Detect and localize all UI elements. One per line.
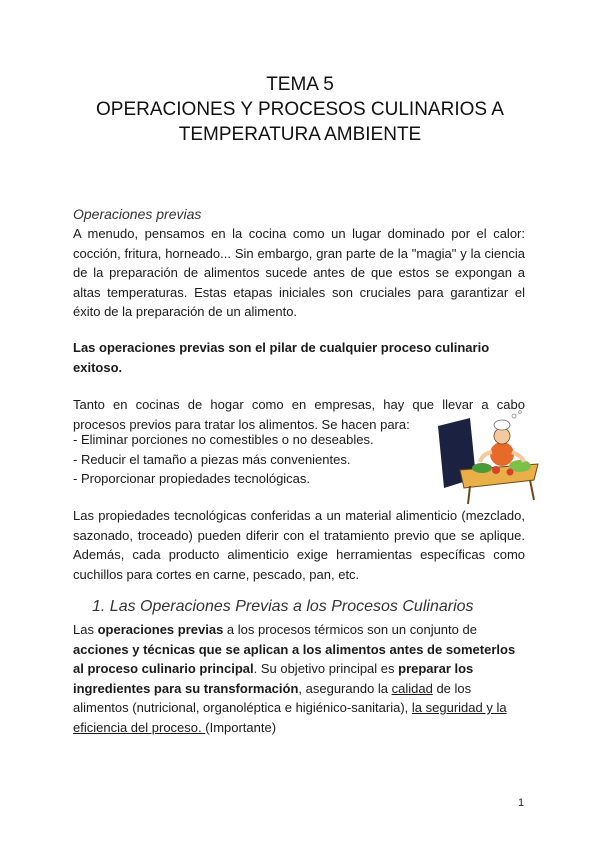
title-line-1: TEMA 5 <box>266 74 334 95</box>
underlined-quality: calidad <box>391 680 433 696</box>
underlined-safety: la seguridad y la eficiencia del proceso. <box>73 700 507 735</box>
list-item: - Eliminar porciones no comestibles o no deseables. <box>73 432 374 447</box>
title-line-2: OPERACIONES Y PROCESOS CULINARIOS A <box>96 99 504 120</box>
list-item: - Reducir el tamaño a piezas más convenientes. <box>73 451 351 467</box>
processes-paragraph: Tanto en cocinas de hogar como en empresas, hay que llevar a cabo procesos previos para tratar los alimentos. Se hacen para: <box>73 397 525 432</box>
page-title <box>40 72 560 147</box>
bold-objective: preparar los ingredientes para su transformación <box>73 661 474 696</box>
section-heading: Operaciones previas <box>73 206 202 222</box>
text-span: Las <box>73 622 98 637</box>
text-span: a los procesos térmicos son un conjunto de <box>223 622 477 637</box>
text-span: , asegurando la <box>298 680 392 696</box>
pillar-statement: Las operaciones previas son el pilar de cualquier proceso culinario exitoso. <box>73 340 490 375</box>
chef-cooking-illustration <box>430 408 542 504</box>
text-span: . Su objetivo principal es <box>253 661 399 676</box>
title-line-3: TEMPERATURA AMBIENTE <box>178 124 422 145</box>
subsection-heading: 1. Las Operaciones Previas a los Procesos Culinarios <box>92 598 474 615</box>
text-span: (Importante) <box>205 719 277 735</box>
bold-definition: acciones y técnicas que se aplican a los alimentos antes de someterlos al proceso culinario principal <box>73 641 516 676</box>
bold-term: operaciones previas <box>97 622 224 637</box>
text-span: de los alimentos (nutricional, organoléptica e higiénico-sanitaria), <box>73 680 472 715</box>
list-item: - Proporcionar propiedades tecnológicas. <box>73 471 311 486</box>
technological-properties-paragraph: Las propiedades tecnológicas conferidas a un material alimenticio (mezclado, sazonado, troceado) pueden diferir con el tratamiento previo que se aplique. Además, cada producto alimenticio exige herramientas específicas como cuchillos para cortes en carne, pescado, pan, etc. <box>73 508 525 582</box>
page-number: 1 <box>518 797 525 809</box>
intro-paragraph: A menudo, pensamos en la cocina como un lugar dominado por el calor: cocción, fritura, horneado... Sin embargo, gran parte de la "magia" y la ciencia de la preparación de alimentos sucede antes de que estos se expongan a altas temperaturas. Estas etapas iniciales son cruciales para garantizar el éxito de la preparación de un alimento. <box>73 226 525 319</box>
purpose-list <box>73 430 374 489</box>
definition-paragraph <box>73 620 525 737</box>
